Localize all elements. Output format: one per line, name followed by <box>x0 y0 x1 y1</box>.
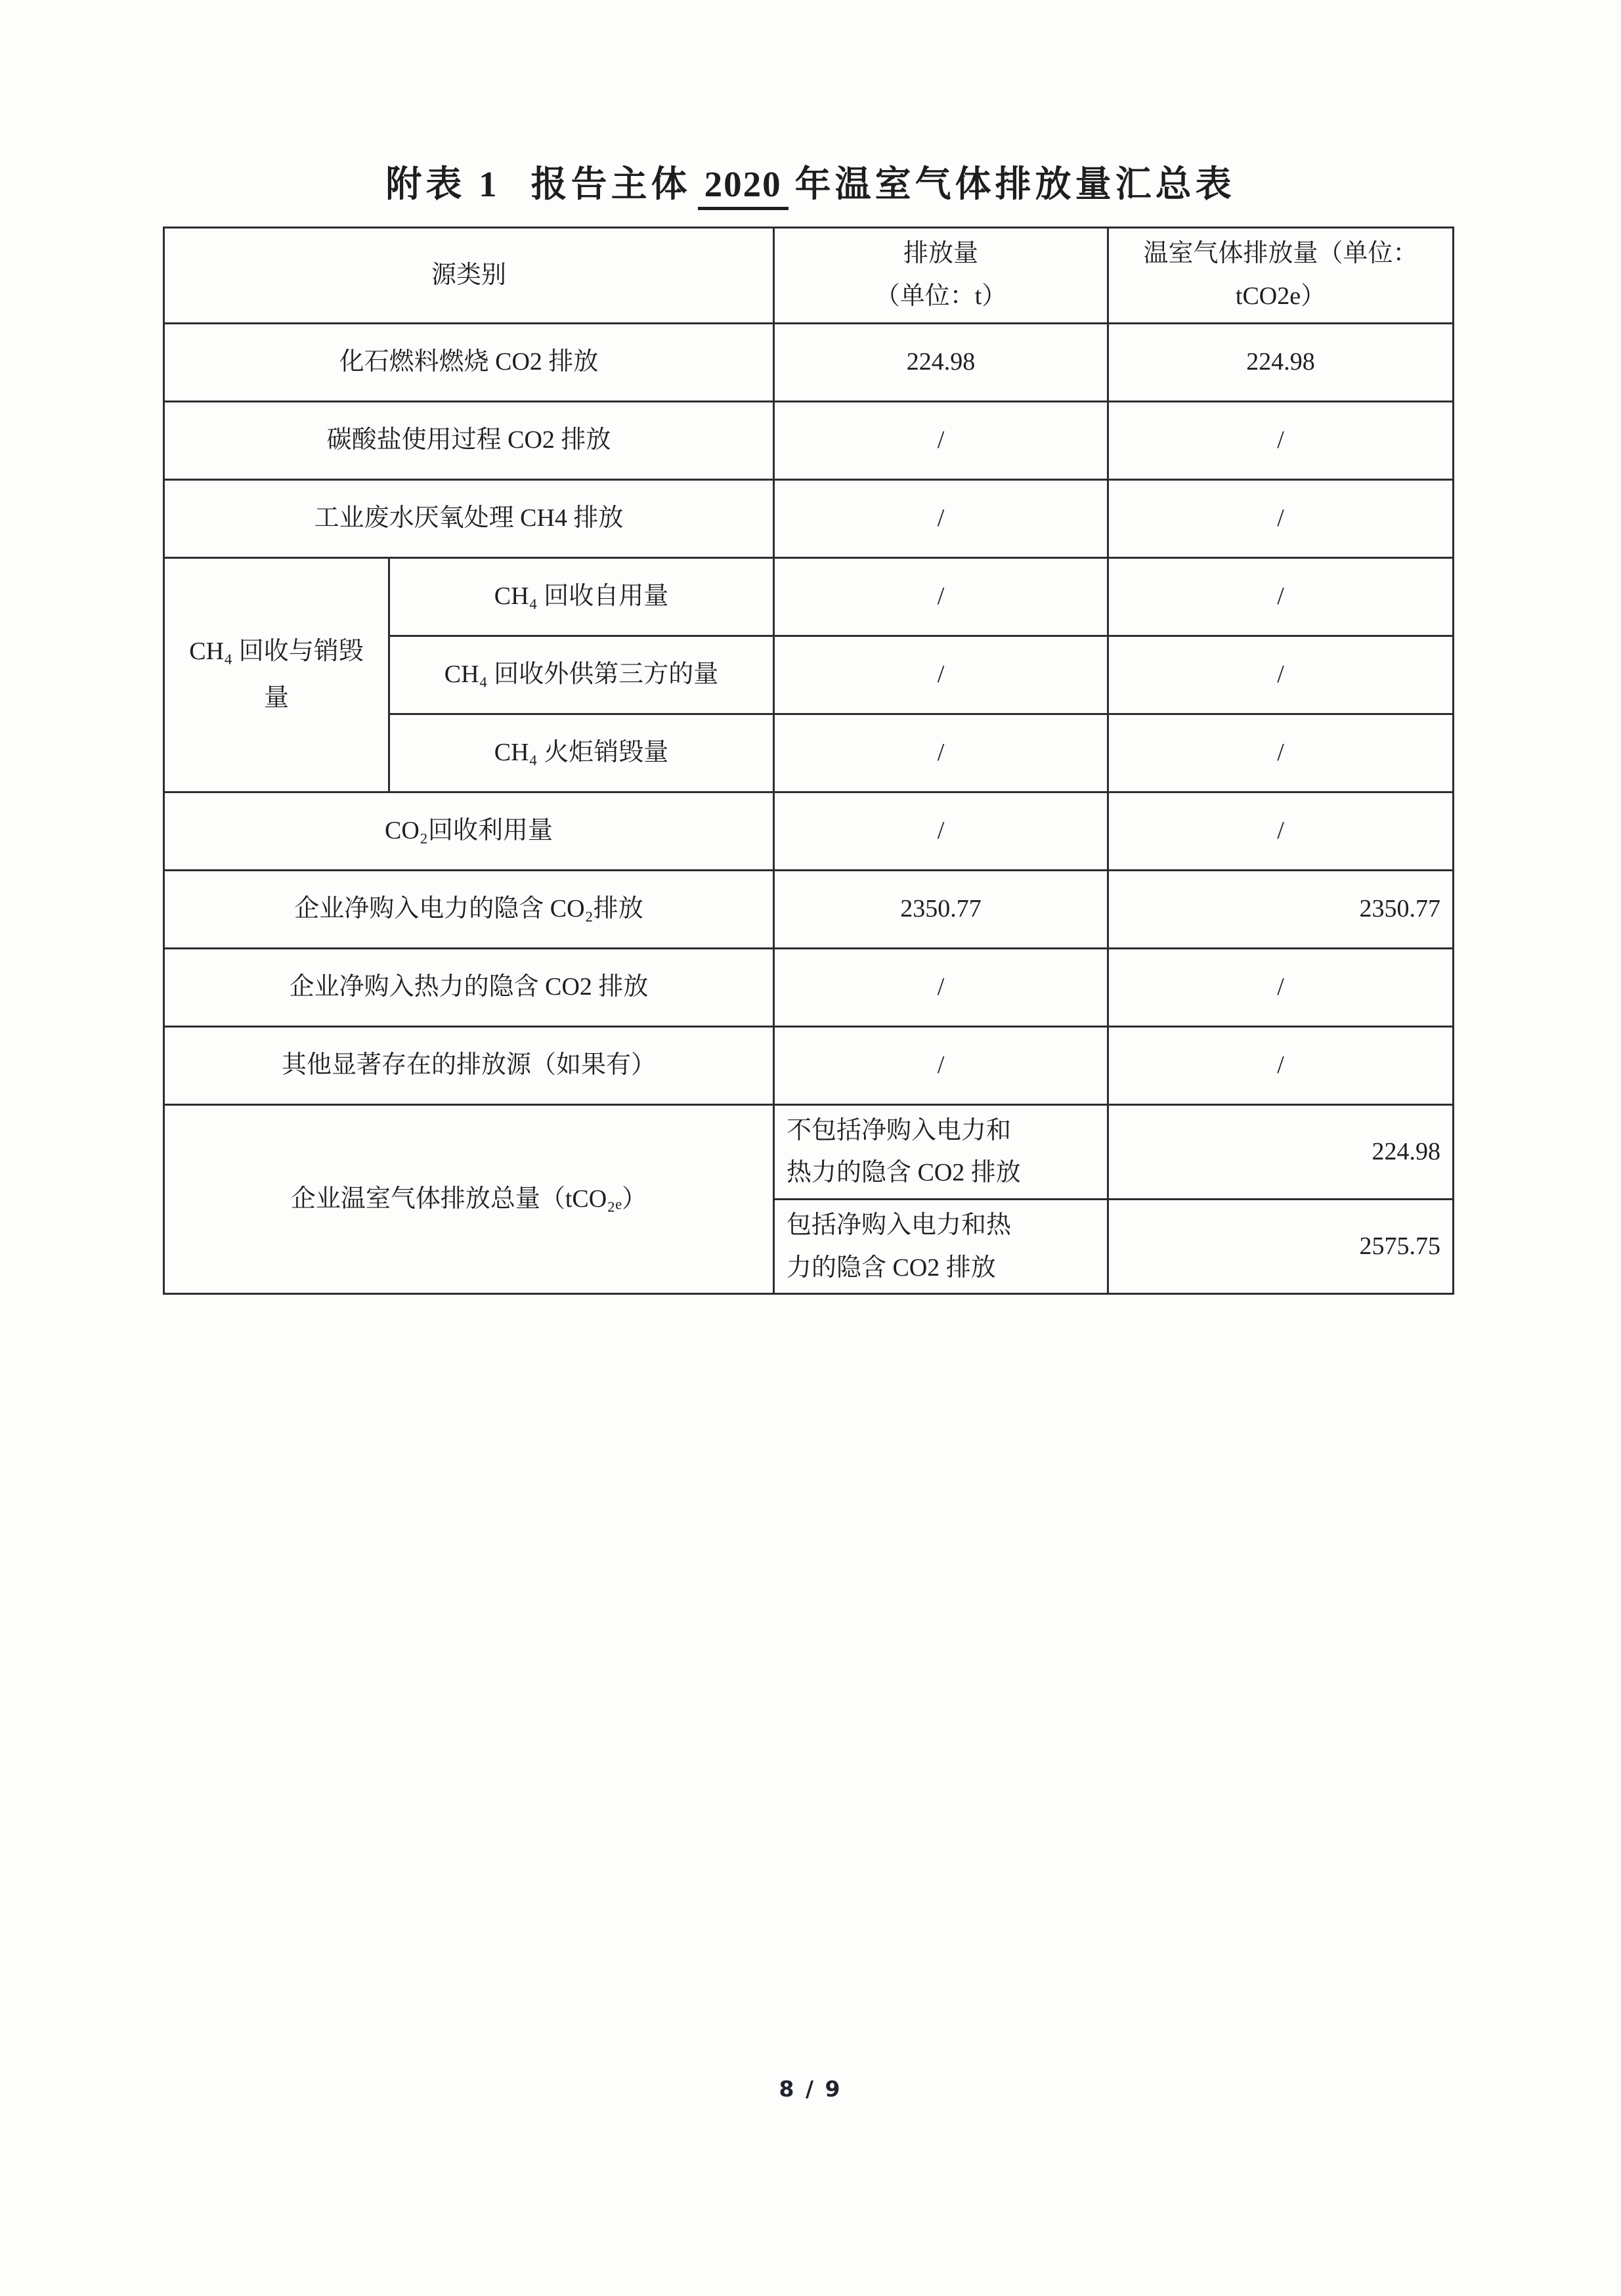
ghg-value: / <box>1108 1026 1454 1104</box>
header-ghg-cell <box>1108 228 1454 324</box>
emission-value: 224.98 <box>774 323 1108 401</box>
title-subject: 报告主体 <box>530 164 691 204</box>
total-sub-label-text: 不包括净购入电力和热力的隐含 CO2 排放 <box>787 1116 1021 1187</box>
row-label: CH₄ 火炬销毁量 <box>389 714 774 792</box>
total-group-label-cell: 企业温室气体排放总量（tCO₂ₑ） <box>164 1104 774 1293</box>
ghg-value: / <box>1108 792 1454 870</box>
title-year: 2020 <box>698 163 789 210</box>
row-label: 其他显著存在的排放源（如果有） <box>164 1026 774 1104</box>
header-emission-cell <box>774 228 1108 324</box>
row-label: 碳酸盐使用过程 CO2 排放 <box>164 401 774 479</box>
table-row-purchased-electricity <box>164 870 1454 948</box>
total-sub-label <box>774 1199 1108 1293</box>
total-sub-label-text: 包括净购入电力和热力的隐含 CO2 排放 <box>787 1211 1012 1282</box>
ghg-value: / <box>1108 401 1454 479</box>
header-emission-line1: 排放量 <box>903 240 979 267</box>
table-row-fossil-fuel <box>164 323 1454 401</box>
table-header-row <box>164 228 1454 324</box>
ghg-value: 224.98 <box>1108 323 1454 401</box>
emission-value: / <box>774 557 1108 636</box>
ghg-value: 2350.77 <box>1108 870 1454 948</box>
emission-value: / <box>774 479 1108 557</box>
emission-value: / <box>774 714 1108 792</box>
page-number: 8 / 9 <box>779 2076 842 2102</box>
title-suffix: 年温室气体排放量汇总表 <box>794 164 1236 204</box>
ghg-value: / <box>1108 948 1454 1026</box>
ghg-value: 224.98 <box>1108 1104 1454 1199</box>
ghg-value: / <box>1108 636 1454 714</box>
emission-value: / <box>774 1026 1108 1104</box>
emission-value: / <box>774 401 1108 479</box>
table-row-other-sources <box>164 1026 1454 1104</box>
table-row-wastewater <box>164 479 1454 557</box>
row-label: 工业废水厌氧处理 CH4 排放 <box>164 479 774 557</box>
table-row-co2-recovery <box>164 792 1454 870</box>
header-source-cell: 源类别 <box>164 228 774 324</box>
emission-value: / <box>774 792 1108 870</box>
emission-value: / <box>774 948 1108 1026</box>
total-sub-label <box>774 1104 1108 1199</box>
table-row-ch4-self-use <box>164 557 1454 636</box>
ghg-value: / <box>1108 714 1454 792</box>
ch4-group-label-cell: CH₄ 回收与销毁量 <box>164 557 389 792</box>
header-emission-line2: （单位：t） <box>875 282 1007 311</box>
header-ghg-line2: tCO2e） <box>1235 282 1326 311</box>
ghg-value: 2575.75 <box>1108 1199 1454 1293</box>
ghg-value: / <box>1108 557 1454 636</box>
emissions-table <box>163 227 1454 1295</box>
emission-value: 2350.77 <box>774 870 1108 948</box>
row-label: CH₄ 回收外供第三方的量 <box>389 636 774 714</box>
row-label: 化石燃料燃烧 CO2 排放 <box>164 323 774 401</box>
title-prefix: 附表 1 <box>385 164 501 204</box>
row-label: 企业净购入热力的隐含 CO2 排放 <box>164 948 774 1026</box>
header-ghg-line1: 温室气体排放量（单位： <box>1143 240 1418 267</box>
table-row-purchased-heat <box>164 948 1454 1026</box>
page-title <box>0 155 1621 210</box>
row-label: CH₄ 回收自用量 <box>389 557 774 636</box>
emission-value: / <box>774 636 1108 714</box>
row-label: 企业净购入电力的隐含 CO₂排放 <box>164 870 774 948</box>
table-row-total-excluding <box>164 1104 1454 1199</box>
ghg-value: / <box>1108 479 1454 557</box>
row-label: CO₂回收利用量 <box>164 792 774 870</box>
table-row-carbonate <box>164 401 1454 479</box>
